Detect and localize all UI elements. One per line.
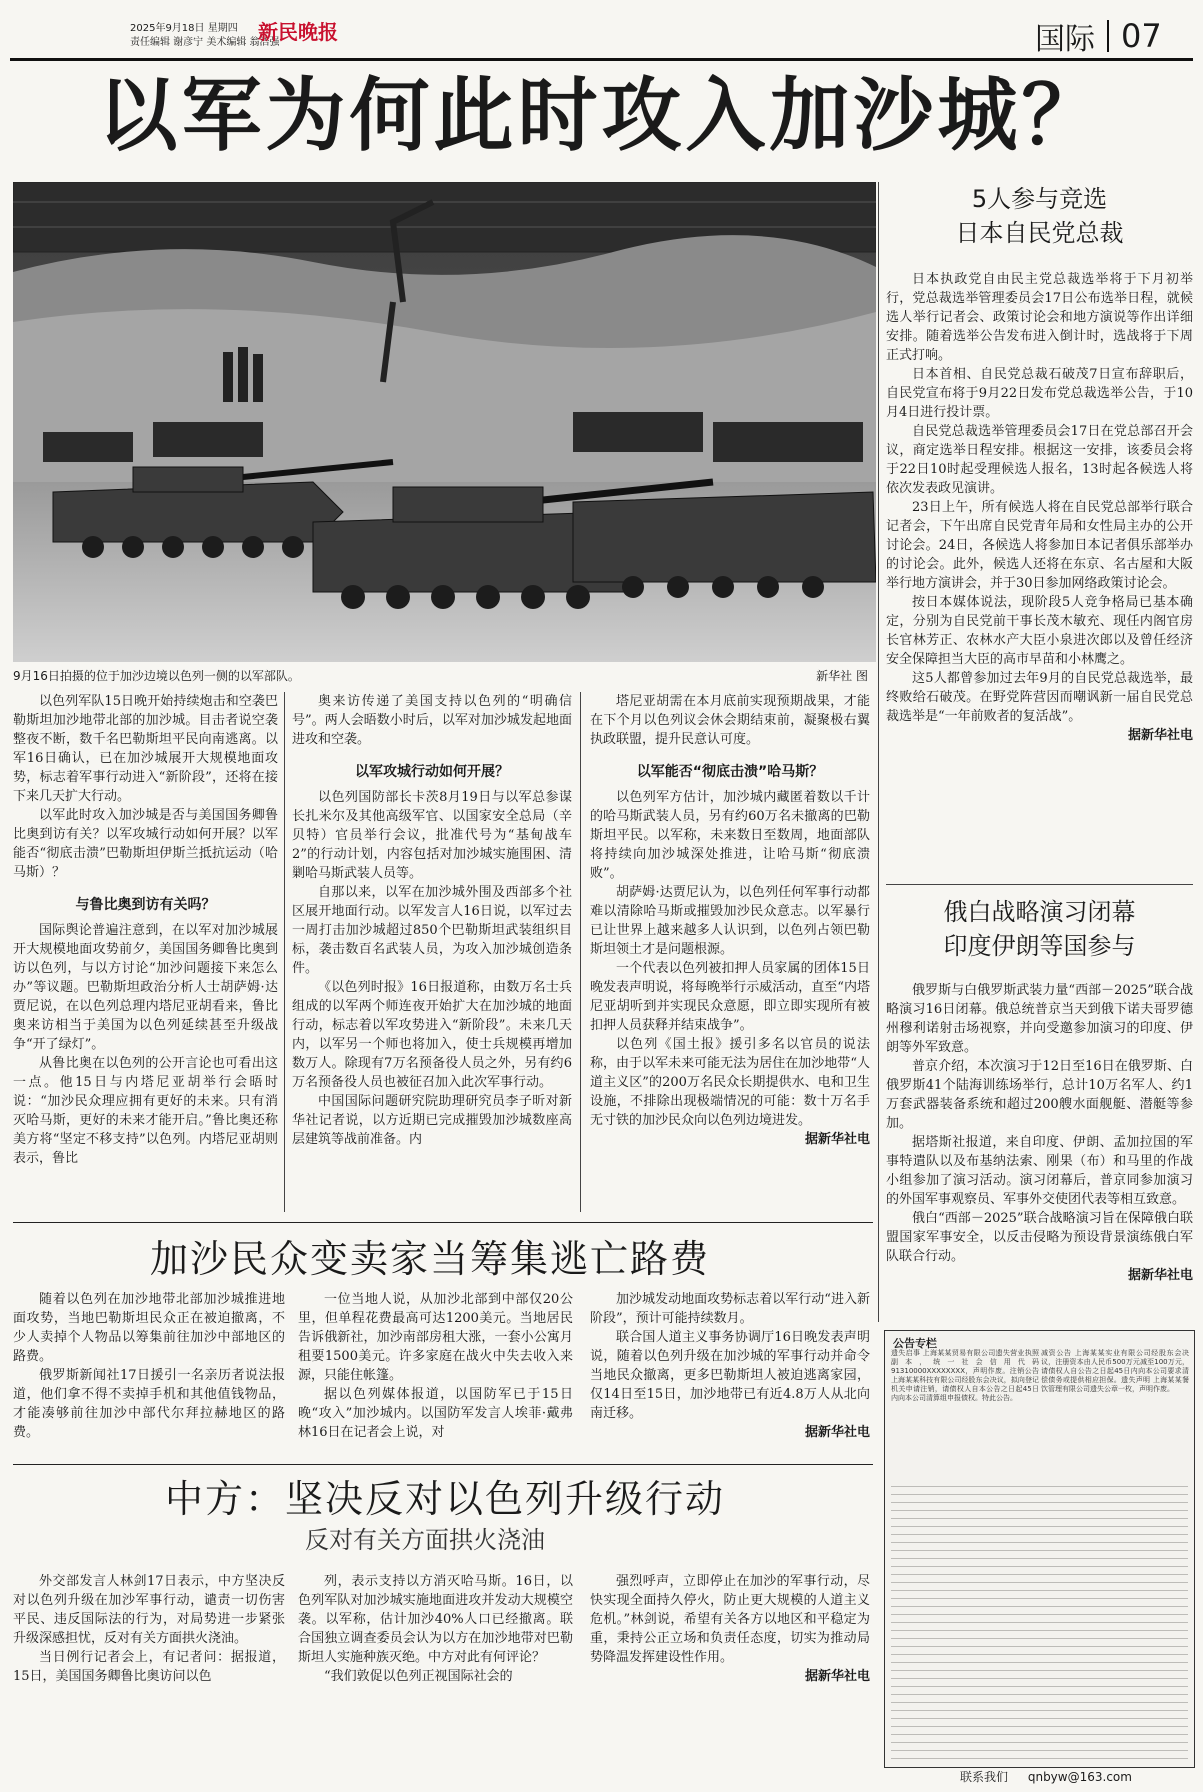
paragraph: 据以色列媒体报道，以国防军已于15日晚“攻入”加沙城内。以国防军发言人埃菲·戴弗林16日在记者会上说，对 xyxy=(298,1387,573,1440)
date-line: 2025年9月18日 星期四 xyxy=(130,23,238,34)
main-story-col-1 xyxy=(13,692,278,1168)
russia-title-1: 俄白战略演习闭幕 xyxy=(943,898,1136,926)
paragraph: 普京介绍，本次演习于12日至16日在俄罗斯、白俄罗斯41个陆海训练场举行，总计10万名军人、约1万套武器装备系统和超过200艘水面舰艇、潜艇等参加。 xyxy=(886,1059,1193,1131)
russia-title-2: 印度伊朗等国参与 xyxy=(943,932,1136,960)
paragraph: 联合国人道主义事务协调厅16日晚发表声明说，随着以色列升级在加沙城的军事行动并命令当地民众撤离，更多巴勒斯坦人被迫逃离家园，仅14日至15日，加沙地带已有近4.8万人从北向南迁移。 xyxy=(590,1330,870,1421)
paragraph: 日本首相、自民党总裁石破茂7日宣布辞职后，自民党宣布将于9月22日发布党总裁选举公告，于10月4日进行投计票。 xyxy=(886,367,1193,420)
china-story-subtitle: 反对有关方面拱火浇油 xyxy=(305,1526,545,1554)
paragraph: 俄罗斯与白俄罗斯武装力量“西部－2025”联合战略演习16日闭幕。俄总统普京当天到俄下诺夫哥罗德州穆利诺射击场视察，并向受邀参加演习的印度、伊朗等外军致意。 xyxy=(886,983,1193,1055)
subheading: 与鲁比奥到访有关吗？ xyxy=(75,897,216,913)
footer-email[interactable]: qnbyw@163.com xyxy=(1027,1770,1132,1784)
russia-story xyxy=(886,895,1193,1285)
china-story-col-2 xyxy=(298,1572,573,1686)
news-photo xyxy=(13,182,876,662)
japan-story xyxy=(886,182,1193,745)
paragraph: 外交部发言人林剑17日表示，中方坚决反对以色列升级在加沙军事行动，谴责一切伤害平民、违反国际法的行为，对局势进一步紧张升级深感担忧，反对有关方面拱火浇油。 xyxy=(13,1574,285,1646)
paragraph: 俄罗斯新闻社17日援引一名亲历者说法报道，他们拿不得不卖掉手机和其他值钱物品，才能凑够前往加沙中部代尔拜拉赫地区的路费。 xyxy=(13,1368,285,1440)
top-rule xyxy=(10,58,1193,61)
russia-body xyxy=(886,981,1193,1285)
tank-photo-illustration xyxy=(13,182,876,662)
subheading: 以军攻城行动如何开展？ xyxy=(355,764,509,780)
paragraph: 按日本媒体说法，现阶段5人竞争格局已基本确定，分别为自民党前干事长茂木敏充、现任内阁官房长官林芳正、农林水产大臣小泉进次郎以及曾任经济安全保障担当大臣的高市早苗和小林鹰之。 xyxy=(886,595,1193,667)
caption-text: 9月16日拍摄的位于加沙边境以色列一侧的以军部队。 xyxy=(13,669,300,683)
paragraph: 俄白“西部－2025”联合战略演习旨在保障俄白联盟国家军事安全，以反击侵略为预设背景演练俄白军队联合行动。 xyxy=(886,1211,1193,1264)
paragraph: “我们敦促以色列正视国际社会的 xyxy=(324,1669,513,1684)
paragraph: 日本执政党自由民主党总裁选举将于下月初举行，党总裁选举管理委员会17日公布选举日程，就候选人举行记者会、政策讨论会和地方演说等作出详细安排。随着选举公告发布进入倒计时，选战将于下周正式打响。 xyxy=(886,272,1193,363)
paragraph: 据塔斯社报道，来自印度、伊朗、孟加拉国的军事特遣队以及布基纳法索、刚果（布）和马里的作战小组参加了演习活动。演习闭幕后，普京同参加演习的外国军事观察员、军事外交使团代表等相互致意。 xyxy=(886,1135,1193,1207)
paragraph: 这5人都曾参加过去年9月的自民党总裁选举，最终败给石破茂。在野党阵营因而嘲讽新一届自民党总裁选举是“一年前败者的复活战”。 xyxy=(886,671,1193,724)
classified-notices xyxy=(884,1330,1195,1768)
paragraph: 国际舆论普遍注意到，在以军对加沙城展开大规模地面攻势前夕，美国国务卿鲁比奥到访以色列，与以方讨论“加沙问题接下来怎么办”等议题。巴勒斯坦政治分析人士胡萨姆·达贾尼说，在以色列总理内塔尼亚胡看来，鲁比奥来访相当于美国为以色列延续甚至升级战争“开了绿灯”。 xyxy=(13,923,278,1052)
column-divider xyxy=(580,692,581,1212)
paragraph: 强烈呼声，立即停止在加沙的军事行动，尽快实现全面持久停火，防止更大规模的人道主义危机。”林剑说，希望有关各方以地区和平稳定为重，秉持公正立场和负责任态度，切实为推动局势降温发挥建设性作用。 xyxy=(590,1574,870,1665)
section-name: 国际 xyxy=(1035,22,1095,57)
paragraph: 自那以来，以军在加沙城外围及西部多个社区展开地面行动。以军发言人16日说，以军过去一周打击加沙城超过850个巴勒斯坦武装组织目标，袭击数百名武装人员，为攻入加沙城创造条件。 xyxy=(292,885,572,976)
paragraph: 列，表示支持以方消灭哈马斯。16日，以色列军队对加沙城实施地面进攻并发动大规模空袭。以军称，估计加沙40%人口已经撤离。联合国独立调查委员会认为以方在加沙地带对巴勒斯坦人实施种族灭绝。中方对此有何评论？ xyxy=(298,1574,573,1665)
gaza-story-col-3 xyxy=(590,1290,870,1442)
paragraph: 一个代表以色列被扣押人员家属的团体15日晚发表声明说，将每晚举行示威活动，直至“内塔尼亚胡听到并实现民众意愿，即立即实现所有被扣押人员获释并结束战争”。 xyxy=(590,961,870,1033)
gaza-story-title: 加沙民众变卖家当筹集逃亡路费 xyxy=(150,1237,711,1281)
story-credit: 据新华社电 xyxy=(1127,728,1193,743)
china-story-col-1 xyxy=(13,1572,285,1686)
paragraph: 中国国际问题研究院助理研究员李子昕对新华社记者说，以方近期已完成摧毁加沙城数座高层建筑等战前准备。内 xyxy=(292,1094,572,1147)
section-label xyxy=(1035,16,1195,56)
section-rule xyxy=(13,1464,873,1465)
gaza-story-col-2 xyxy=(298,1290,573,1442)
photo-caption xyxy=(13,667,868,684)
japan-body xyxy=(886,270,1193,745)
gaza-story-col-1 xyxy=(13,1290,285,1442)
paragraph: 一位当地人说，从加沙北部到中部仅20公里，但单程花费最高可达1200美元。当地居民告诉俄新社，加沙南部房租大涨，一套小公寓月租要1500美元。许多家庭在战火中失去收入来源，只能住帐篷。 xyxy=(298,1292,573,1383)
editor-line: 责任编辑 谢彦宁 美术编辑 翁浩强 xyxy=(130,37,280,48)
footer-contact xyxy=(960,1768,1132,1785)
paragraph: 23日上午，所有候选人将在自民党总部举行联合记者会，下午出席自民党青年局和女性局主办的公开讨论会。24日，各候选人将参加日本记者俱乐部举办的讨论会。此外，候选人还将在东京、名古屋和大阪举行地方演讲会，并于30日参加网络政策讨论会。 xyxy=(886,500,1193,591)
paragraph: 从鲁比奥在以色列的公开言论也可看出这一点。他15日与内塔尼亚胡举行会晤时说：“加沙民众理应拥有更好的未来。只有消灭哈马斯，更好的未来才能开启。”鲁比奥还称美方将“坚定不移支持”以色列。内塔尼亚胡则表示，鲁比 xyxy=(13,1056,278,1166)
footer-label: 联系我们 xyxy=(960,1770,1009,1784)
main-headline: 以军为何此时攻入加沙城？ xyxy=(97,69,1106,162)
notices-fine-print xyxy=(891,1481,1188,1759)
section-rule xyxy=(886,884,1193,885)
paragraph: 以色列《国土报》援引多名以官员的说法称，由于以军未来可能无法为居住在加沙地带“人道主义区”的200万名民众长期提供水、电和卫生设施，不排除出现极端情况的可能：数十万名手无寸铁的加沙民众向以色列边境进发。 xyxy=(590,1037,870,1128)
paragraph: 《以色列时报》16日报道称，由数万名士兵组成的以军两个师连夜开始扩大在加沙城的地面行动，标志着以军攻势进入“新阶段”。未来几天内，以军另一个师也将加入，使士兵规模再增加数万人。除现有7万名预备役人员之外，另有约6万名预备役人员也被征召加入此次军事行动。 xyxy=(292,980,572,1090)
paragraph: 以军此时攻入加沙城是否与美国国务卿鲁比奥到访有关？以军攻城行动如何开展？以军能否“彻底击溃”巴勒斯坦伊斯兰抵抗运动（哈马斯）？ xyxy=(13,808,278,880)
paragraph: 胡萨姆·达贾尼认为，以色列任何军事行动都难以清除哈马斯或摧毁加沙民众意志。以军暴行已让世界上越来越多人认识到，以色列占领巴勒斯坦领土才是问题根源。 xyxy=(590,885,870,957)
subheading: 以军能否“彻底击溃”哈马斯？ xyxy=(636,764,824,780)
story-credit: 据新华社电 xyxy=(804,1669,870,1684)
section-rule xyxy=(13,1222,873,1223)
paragraph: 以色列军队15日晚开始持续炮击和空袭巴勒斯坦加沙地带北部的加沙城。目击者说空袭整夜不断，数千名巴勒斯坦平民向南逃离。以军16日确认，已在加沙城展开大规模地面攻势，标志着军事行动进入“新阶段”，还将在接下来几天扩大行动。 xyxy=(13,694,278,804)
paragraph: 奥来访传递了美国支持以色列的“明确信号”。两人会晤数小时后，以军对加沙城发起地面进攻和空袭。 xyxy=(292,694,572,747)
main-story-col-3 xyxy=(590,692,870,1149)
paragraph: 以色列军方估计，加沙城内藏匿着数以千计的哈马斯武装人员，另有约60万名未撤离的巴勒斯坦平民。以军称，未来数日至数周，地面部队将持续向加沙城深处推进，让哈马斯“彻底溃败”。 xyxy=(590,790,870,881)
sidebar-divider xyxy=(878,182,879,1322)
paragraph: 以色列国防部长卡茨8月19日与以军总参谋长扎米尔及其他高级军官、以国家安全总局（辛贝特）官员举行会议，批准代号为“基甸战车2”的行动计划，内容包括对加沙城实施围困、清剿哈马斯武装人员等。 xyxy=(292,790,572,881)
japan-title-2: 日本自民党总裁 xyxy=(955,219,1124,247)
notices-text-right: 减资公告 上海某某实业有限公司经股东会决议，注册资本由人民币500万元减至100万元，请债权人自公告之日起45日内向本公司要求清偿债务或提供相应担保。遗失声明 上海某某餐饮管理有限公司遗失公章一枚，声明作废。 xyxy=(1041,1349,1189,1393)
main-story-col-2 xyxy=(292,692,572,1149)
paragraph: 当日例行记者会上，有记者问：据报道，15日，美国国务卿鲁比奥访问以色 xyxy=(13,1650,285,1684)
column-divider xyxy=(284,692,285,1212)
photo-credit: 新华社 图 xyxy=(816,669,868,683)
newspaper-logo: 新民晚报 xyxy=(258,20,338,44)
paragraph: 随着以色列在加沙地带北部加沙城推进地面攻势，当地巴勒斯坦民众正在被迫撤离，不少人卖掉个人物品以筹集前往加沙中部地区的路费。 xyxy=(13,1292,285,1364)
paragraph: 加沙城发动地面攻势标志着以军行动“进入新阶段”，预计可能持续数月。 xyxy=(590,1292,870,1326)
story-credit: 据新华社电 xyxy=(804,1132,870,1147)
story-credit: 据新华社电 xyxy=(804,1425,870,1440)
china-story-title: 中方：坚决反对以色列升级行动 xyxy=(165,1477,726,1521)
notices-header: 公告专栏 xyxy=(893,1337,937,1350)
paragraph: 塔尼亚胡需在本月底前实现预期战果，才能在下个月以色列议会休会期结束前，凝聚极右翼执政联盟，提升民意认可度。 xyxy=(590,694,870,747)
story-credit: 据新华社电 xyxy=(1127,1268,1193,1283)
section-divider xyxy=(1107,20,1109,52)
japan-title-1: 5人参与竞选 xyxy=(971,185,1108,213)
notices-text-left: 遗失启事 上海某某贸易有限公司遗失营业执照副本，统一社会信用代码91310000XXXXXXXX，声明作废。注销公告 上海某某科技有限公司经股东会决议，拟向登记机关申请注销，请债权人自本公告之日起45日内向本公司清算组申报债权。特此公告。 xyxy=(891,1349,1039,1402)
china-story-col-3 xyxy=(590,1572,870,1686)
paragraph: 自民党总裁选举管理委员会17日在党总部召开会议，商定选举日程安排。根据这一安排，该委员会将于22日10时起受理候选人报名，13时起各候选人将依次发表政见演讲。 xyxy=(886,424,1193,496)
page-number: 07 xyxy=(1121,17,1162,55)
